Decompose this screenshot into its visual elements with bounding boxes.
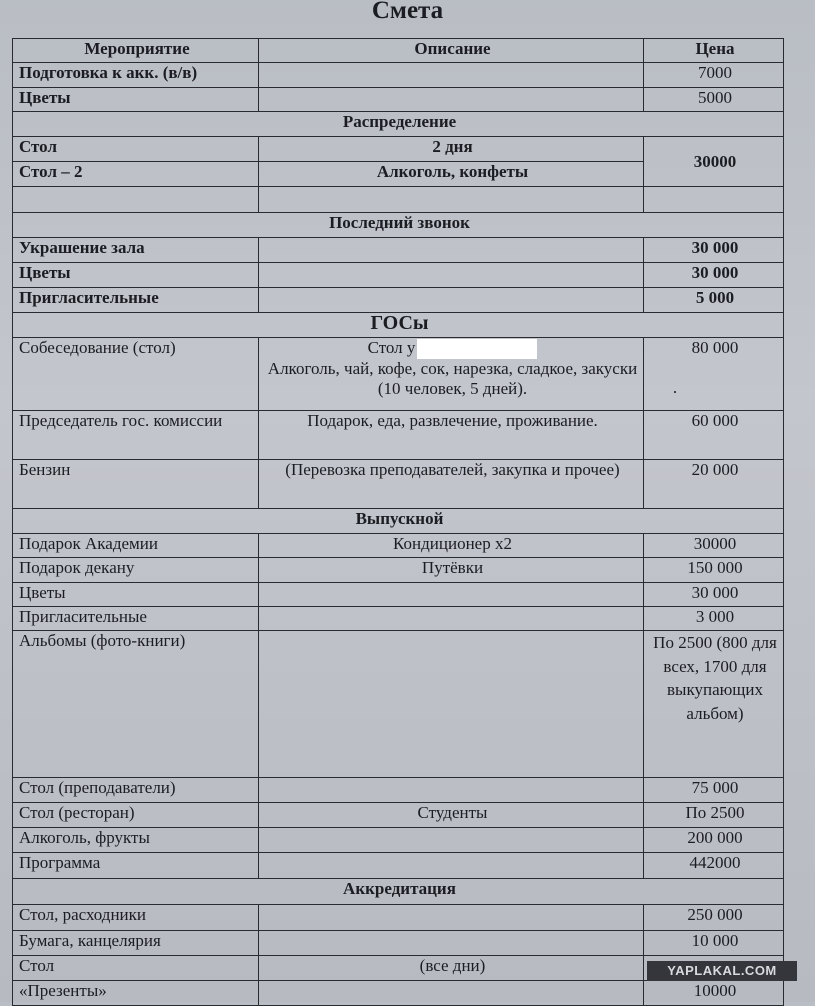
event-cell: Стол (преподаватели) bbox=[13, 778, 259, 803]
event-cell: Стол (ресторан) bbox=[13, 803, 259, 828]
event-cell: Цветы bbox=[13, 263, 259, 288]
event-cell: Стол, расходники bbox=[13, 905, 259, 931]
event-cell: Подарок Академии bbox=[13, 534, 259, 558]
event-cell: Председатель гос. комиссии bbox=[13, 411, 259, 460]
description-cell: Студенты bbox=[259, 803, 644, 828]
table-row bbox=[13, 853, 784, 879]
description-cell bbox=[259, 338, 644, 411]
event-cell: Подготовка к акк. (в/в) bbox=[13, 63, 259, 88]
section-row bbox=[13, 112, 784, 137]
section-row bbox=[13, 213, 784, 238]
price-cell: 150 000 bbox=[644, 558, 784, 583]
price-cell: 250 000 bbox=[644, 905, 784, 931]
description-cell bbox=[259, 238, 644, 263]
table-row bbox=[13, 558, 784, 583]
price-cell: 200 000 bbox=[644, 828, 784, 853]
event-cell: Стол – 2 bbox=[13, 162, 259, 187]
header-description: Описание bbox=[259, 39, 644, 63]
table-row bbox=[13, 905, 784, 931]
description-cell bbox=[259, 583, 644, 607]
description-line: Алкоголь, чай, кофе, сок, нарезка, сладкое, закуски (10 человек, 5 дней). bbox=[267, 359, 638, 399]
description-cell bbox=[259, 931, 644, 956]
watermark: YAPLAKAL.COM bbox=[647, 961, 797, 981]
description-cell bbox=[259, 828, 644, 853]
table-row bbox=[13, 187, 784, 213]
price-cell: 30 000 bbox=[644, 263, 784, 288]
description-cell bbox=[259, 187, 644, 213]
price-value: 80 000 bbox=[691, 338, 739, 357]
event-cell: Бумага, канцелярия bbox=[13, 931, 259, 956]
section-row bbox=[13, 509, 784, 534]
table-row bbox=[13, 583, 784, 607]
header-price: Цена bbox=[644, 39, 784, 63]
table-row bbox=[13, 607, 784, 631]
event-cell: Украшение зала bbox=[13, 238, 259, 263]
description-cell bbox=[259, 631, 644, 778]
price-cell: 60 000 bbox=[644, 411, 784, 460]
description-cell bbox=[259, 263, 644, 288]
event-cell: Цветы bbox=[13, 583, 259, 607]
section-title: Выпускной bbox=[13, 509, 784, 534]
price-cell: 7000 bbox=[644, 63, 784, 88]
section-title: Аккредитация bbox=[13, 879, 784, 905]
section-row bbox=[13, 879, 784, 905]
price-cell: 5 000 bbox=[644, 288, 784, 313]
event-cell: Алкоголь, фрукты bbox=[13, 828, 259, 853]
description-cell: 2 дня bbox=[259, 137, 644, 162]
price-cell: 3 000 bbox=[644, 607, 784, 631]
description-cell: (Перевозка преподавателей, закупка и прочее) bbox=[259, 460, 644, 509]
table-row bbox=[13, 137, 784, 162]
table-row bbox=[13, 828, 784, 853]
description-cell: Кондиционер х2 bbox=[259, 534, 644, 558]
table-row bbox=[13, 411, 784, 460]
table-row bbox=[13, 534, 784, 558]
table-row bbox=[13, 803, 784, 828]
price-cell: 30000 bbox=[644, 534, 784, 558]
section-title: ГОСы bbox=[13, 313, 784, 338]
table-row bbox=[13, 63, 784, 88]
event-cell: «Презенты» bbox=[13, 981, 259, 1006]
event-cell: Пригласительные bbox=[13, 288, 259, 313]
document-title: Смета bbox=[371, 0, 444, 24]
section-title: Распределение bbox=[13, 112, 784, 137]
description-cell: Алкоголь, конфеты bbox=[259, 162, 644, 187]
redaction-box bbox=[417, 339, 537, 359]
event-cell: Подарок декану bbox=[13, 558, 259, 583]
event-cell: Программа bbox=[13, 853, 259, 879]
table-row bbox=[13, 778, 784, 803]
description-cell: Путёвки bbox=[259, 558, 644, 583]
estimate-table bbox=[12, 38, 784, 1006]
table-row bbox=[13, 631, 784, 778]
price-cell: 30000 bbox=[644, 137, 784, 187]
price-cell: 30 000 bbox=[644, 583, 784, 607]
event-cell: Бензин bbox=[13, 460, 259, 509]
description-cell bbox=[259, 853, 644, 879]
description-cell bbox=[259, 63, 644, 88]
price-cell: 10 000 bbox=[644, 931, 784, 956]
event-cell: Стол bbox=[13, 956, 259, 981]
description-cell: (все дни) bbox=[259, 956, 644, 981]
header-event: Мероприятие bbox=[13, 39, 259, 63]
description-cell bbox=[259, 288, 644, 313]
table-row bbox=[13, 931, 784, 956]
description-cell bbox=[259, 88, 644, 112]
price-cell bbox=[644, 187, 784, 213]
event-cell: Стол bbox=[13, 137, 259, 162]
price-cell: 442000 bbox=[644, 853, 784, 879]
price-cell: 75 000 bbox=[644, 778, 784, 803]
description-cell bbox=[259, 905, 644, 931]
price-cell bbox=[644, 338, 784, 411]
table-row bbox=[13, 238, 784, 263]
description-line: Стол у bbox=[367, 338, 416, 357]
table-row bbox=[13, 263, 784, 288]
table-row bbox=[13, 288, 784, 313]
event-cell: Альбомы (фото-книги) bbox=[13, 631, 259, 778]
price-cell: 20 000 bbox=[644, 460, 784, 509]
event-cell bbox=[13, 187, 259, 213]
event-cell: Собеседование (стол) bbox=[13, 338, 259, 411]
table-header-row bbox=[13, 39, 784, 63]
price-cell: По 2500 (800 для всех, 1700 для выкупающих альбом) bbox=[644, 631, 784, 778]
section-row bbox=[13, 313, 784, 338]
event-cell: Пригласительные bbox=[13, 607, 259, 631]
price-cell: 10000 bbox=[644, 981, 784, 1006]
table-row bbox=[13, 338, 784, 411]
description-cell bbox=[259, 607, 644, 631]
table-row bbox=[13, 88, 784, 112]
description-cell bbox=[259, 778, 644, 803]
price-cell: 30 000 bbox=[644, 238, 784, 263]
stray-dot: . bbox=[672, 378, 678, 397]
event-cell: Цветы bbox=[13, 88, 259, 112]
price-cell: По 2500 bbox=[644, 803, 784, 828]
description-cell: Подарок, еда, развлечение, проживание. bbox=[259, 411, 644, 460]
table-row bbox=[13, 460, 784, 509]
section-title: Последний звонок bbox=[13, 213, 784, 238]
price-cell: 5000 bbox=[644, 88, 784, 112]
